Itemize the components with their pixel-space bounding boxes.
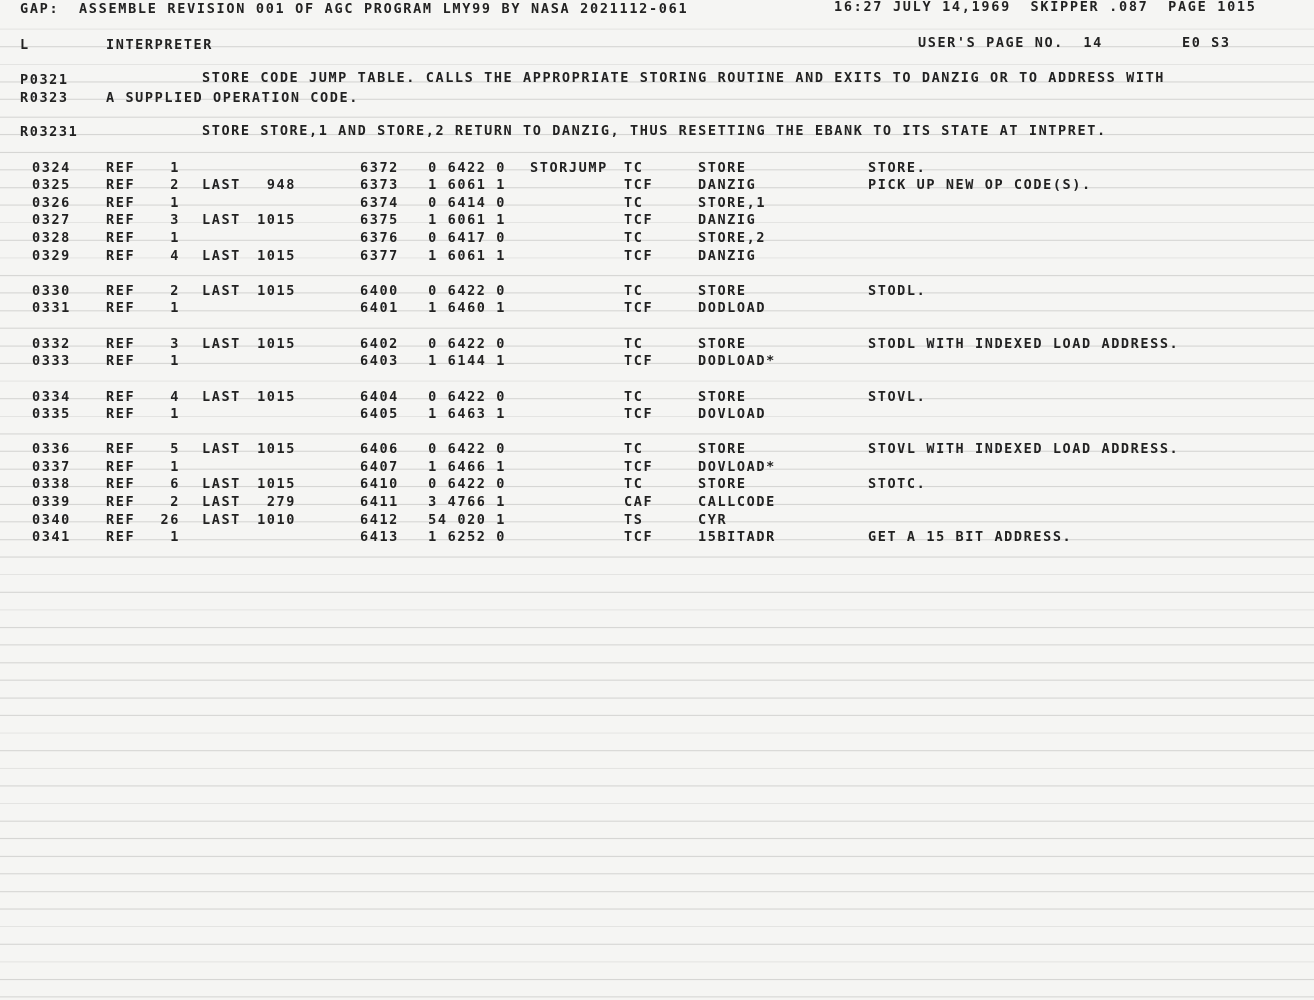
address: 6407: [360, 459, 399, 475]
ref-label: REF: [106, 441, 136, 457]
ref-count: 1: [170, 459, 180, 475]
line-number: 0328: [32, 230, 71, 246]
operand: STORE: [698, 389, 747, 405]
last-label: LAST: [202, 494, 241, 510]
last-page: 1015: [257, 441, 296, 457]
operand: DOVLOAD: [698, 406, 767, 422]
ref-count: 26: [160, 512, 180, 528]
opcode: TCF: [624, 353, 654, 369]
ref-label: REF: [106, 389, 136, 405]
last-label: LAST: [202, 476, 241, 492]
ref-count: 4: [170, 248, 180, 264]
octal-code: 1 6460 1: [428, 300, 506, 316]
opcode: TC: [624, 230, 644, 246]
ref-label: REF: [106, 494, 136, 510]
ref-label: REF: [106, 283, 136, 299]
ref-count: 6: [170, 476, 180, 492]
operand: STORE: [698, 336, 747, 352]
opcode: TCF: [624, 177, 654, 193]
comment: PICK UP NEW OP CODE(S).: [868, 177, 1092, 193]
address: 6373: [360, 177, 399, 193]
address: 6405: [360, 406, 399, 422]
comment: STODL WITH INDEXED LOAD ADDRESS.: [868, 336, 1180, 352]
address: 6410: [360, 476, 399, 492]
ref-label: REF: [106, 195, 136, 211]
ref-count: 2: [170, 177, 180, 193]
ref-count: 1: [170, 406, 180, 422]
comment: STODL.: [868, 283, 927, 299]
ref-label: REF: [106, 476, 136, 492]
ref-count: 2: [170, 494, 180, 510]
opcode: TC: [624, 389, 644, 405]
octal-code: 1 6463 1: [428, 406, 506, 422]
octal-code: 0 6422 0: [428, 441, 506, 457]
ref-label: REF: [106, 459, 136, 475]
address: 6412: [360, 512, 399, 528]
address: 6404: [360, 389, 399, 405]
ref-count: 1: [170, 230, 180, 246]
line-number: 0332: [32, 336, 71, 352]
remark-id: P0321: [20, 72, 69, 88]
operand: 15BITADR: [698, 529, 776, 545]
line-number: 0336: [32, 441, 71, 457]
line-number: 0340: [32, 512, 71, 528]
header-program-title: GAP: ASSEMBLE REVISION 001 OF AGC PROGRAM LMY99 BY NASA 2021112-061: [20, 1, 689, 17]
operand: CYR: [698, 512, 728, 528]
ref-count: 2: [170, 283, 180, 299]
ref-label: REF: [106, 512, 136, 528]
octal-code: 0 6422 0: [428, 476, 506, 492]
ref-count: 1: [170, 353, 180, 369]
line-number: 0325: [32, 177, 71, 193]
octal-code: 0 6417 0: [428, 230, 506, 246]
operand: DOVLOAD*: [698, 459, 776, 475]
ref-label: REF: [106, 177, 136, 193]
line-number: 0338: [32, 476, 71, 492]
line-number: 0334: [32, 389, 71, 405]
ref-label: REF: [106, 353, 136, 369]
ref-count: 1: [170, 300, 180, 316]
remark-text: STORE STORE,1 AND STORE,2 RETURN TO DANZIG, THUS RESETTING THE EBANK TO ITS STATE AT INTPRET.: [202, 123, 1107, 139]
last-page: 1015: [257, 283, 296, 299]
last-label: LAST: [202, 336, 241, 352]
operand: STORE,1: [698, 195, 767, 211]
octal-code: 1 6061 1: [428, 212, 506, 228]
line-number: 0324: [32, 160, 71, 176]
octal-code: 0 6422 0: [428, 336, 506, 352]
ref-count: 4: [170, 389, 180, 405]
operand: DANZIG: [698, 212, 757, 228]
opcode: TCF: [624, 248, 654, 264]
operand: STORE,2: [698, 230, 767, 246]
last-page: 1015: [257, 336, 296, 352]
operand: STORE: [698, 441, 747, 457]
operand: DANZIG: [698, 177, 757, 193]
remark-id: R03231: [20, 124, 79, 140]
operand: DANZIG: [698, 248, 757, 264]
comment: STOTC.: [868, 476, 927, 492]
operand: STORE: [698, 283, 747, 299]
ref-count: 5: [170, 441, 180, 457]
last-page: 1015: [257, 476, 296, 492]
comment: GET A 15 BIT ADDRESS.: [868, 529, 1073, 545]
comment: STORE.: [868, 160, 927, 176]
address: 6374: [360, 195, 399, 211]
symbol-label: STORJUMP: [530, 160, 608, 176]
ref-label: REF: [106, 212, 136, 228]
line-number: 0330: [32, 283, 71, 299]
last-page: 279: [266, 494, 296, 510]
line-number: 0329: [32, 248, 71, 264]
address: 6411: [360, 494, 399, 510]
opcode: TCF: [624, 459, 654, 475]
opcode: TCF: [624, 300, 654, 316]
opcode: TC: [624, 195, 644, 211]
opcode: TC: [624, 336, 644, 352]
ref-count: 3: [170, 336, 180, 352]
last-page: 1015: [257, 248, 296, 264]
address: 6377: [360, 248, 399, 264]
octal-code: 1 6144 1: [428, 353, 506, 369]
octal-code: 0 6422 0: [428, 160, 506, 176]
ref-count: 3: [170, 212, 180, 228]
address: 6413: [360, 529, 399, 545]
line-number: 0335: [32, 406, 71, 422]
address: 6376: [360, 230, 399, 246]
ref-label: REF: [106, 230, 136, 246]
ref-label: REF: [106, 160, 136, 176]
log-type: L: [20, 37, 30, 53]
address: 6402: [360, 336, 399, 352]
address: 6375: [360, 212, 399, 228]
comment: STOVL WITH INDEXED LOAD ADDRESS.: [868, 441, 1180, 457]
octal-code: 3 4766 1: [428, 494, 506, 510]
line-number: 0333: [32, 353, 71, 369]
ref-count: 1: [170, 160, 180, 176]
last-label: LAST: [202, 212, 241, 228]
operand: STORE: [698, 476, 747, 492]
octal-code: 1 6252 0: [428, 529, 506, 545]
octal-code: 1 6061 1: [428, 177, 506, 193]
ref-label: REF: [106, 300, 136, 316]
opcode: TC: [624, 441, 644, 457]
opcode: TC: [624, 160, 644, 176]
line-number: 0337: [32, 459, 71, 475]
octal-code: 0 6414 0: [428, 195, 506, 211]
last-page: 1015: [257, 212, 296, 228]
remark-text: A SUPPLIED OPERATION CODE.: [106, 90, 359, 106]
address: 6372: [360, 160, 399, 176]
line-number: 0341: [32, 529, 71, 545]
octal-code: 0 6422 0: [428, 389, 506, 405]
line-number: 0339: [32, 494, 71, 510]
operand: CALLCODE: [698, 494, 776, 510]
address: 6403: [360, 353, 399, 369]
octal-code: 1 6061 1: [428, 248, 506, 264]
octal-code: 0 6422 0: [428, 283, 506, 299]
last-label: LAST: [202, 389, 241, 405]
last-page: 1015: [257, 389, 296, 405]
remark-id: R0323: [20, 90, 69, 106]
opcode: TCF: [624, 406, 654, 422]
octal-code: 54 020 1: [428, 512, 506, 528]
last-page: 948: [266, 177, 296, 193]
header-timestamp-page: 16:27 JULY 14,1969 SKIPPER .087 PAGE 1015: [834, 0, 1257, 15]
last-label: LAST: [202, 441, 241, 457]
last-page: 1010: [257, 512, 296, 528]
opcode: TCF: [624, 212, 654, 228]
ref-label: REF: [106, 336, 136, 352]
section-title: INTERPRETER: [106, 37, 214, 53]
operand: DODLOAD: [698, 300, 767, 316]
ref-label: REF: [106, 248, 136, 264]
ref-label: REF: [106, 406, 136, 422]
line-number: 0326: [32, 195, 71, 211]
opcode: TS: [624, 512, 644, 528]
last-label: LAST: [202, 512, 241, 528]
address: 6401: [360, 300, 399, 316]
opcode: TC: [624, 283, 644, 299]
operand: DODLOAD*: [698, 353, 776, 369]
eo-marker: E0 S3: [1182, 35, 1231, 51]
opcode: CAF: [624, 494, 654, 510]
last-label: LAST: [202, 248, 241, 264]
opcode: TCF: [624, 529, 654, 545]
comment: STOVL.: [868, 389, 927, 405]
last-label: LAST: [202, 177, 241, 193]
last-label: LAST: [202, 283, 241, 299]
address: 6406: [360, 441, 399, 457]
users-page-number: USER'S PAGE NO. 14: [918, 35, 1103, 51]
line-number: 0327: [32, 212, 71, 228]
ref-count: 1: [170, 195, 180, 211]
octal-code: 1 6466 1: [428, 459, 506, 475]
opcode: TC: [624, 476, 644, 492]
address: 6400: [360, 283, 399, 299]
remark-text: STORE CODE JUMP TABLE. CALLS THE APPROPRIATE STORING ROUTINE AND EXITS TO DANZIG OR TO ADDRESS WITH: [202, 70, 1166, 86]
line-number: 0331: [32, 300, 71, 316]
operand: STORE: [698, 160, 747, 176]
ref-label: REF: [106, 529, 136, 545]
ref-count: 1: [170, 529, 180, 545]
